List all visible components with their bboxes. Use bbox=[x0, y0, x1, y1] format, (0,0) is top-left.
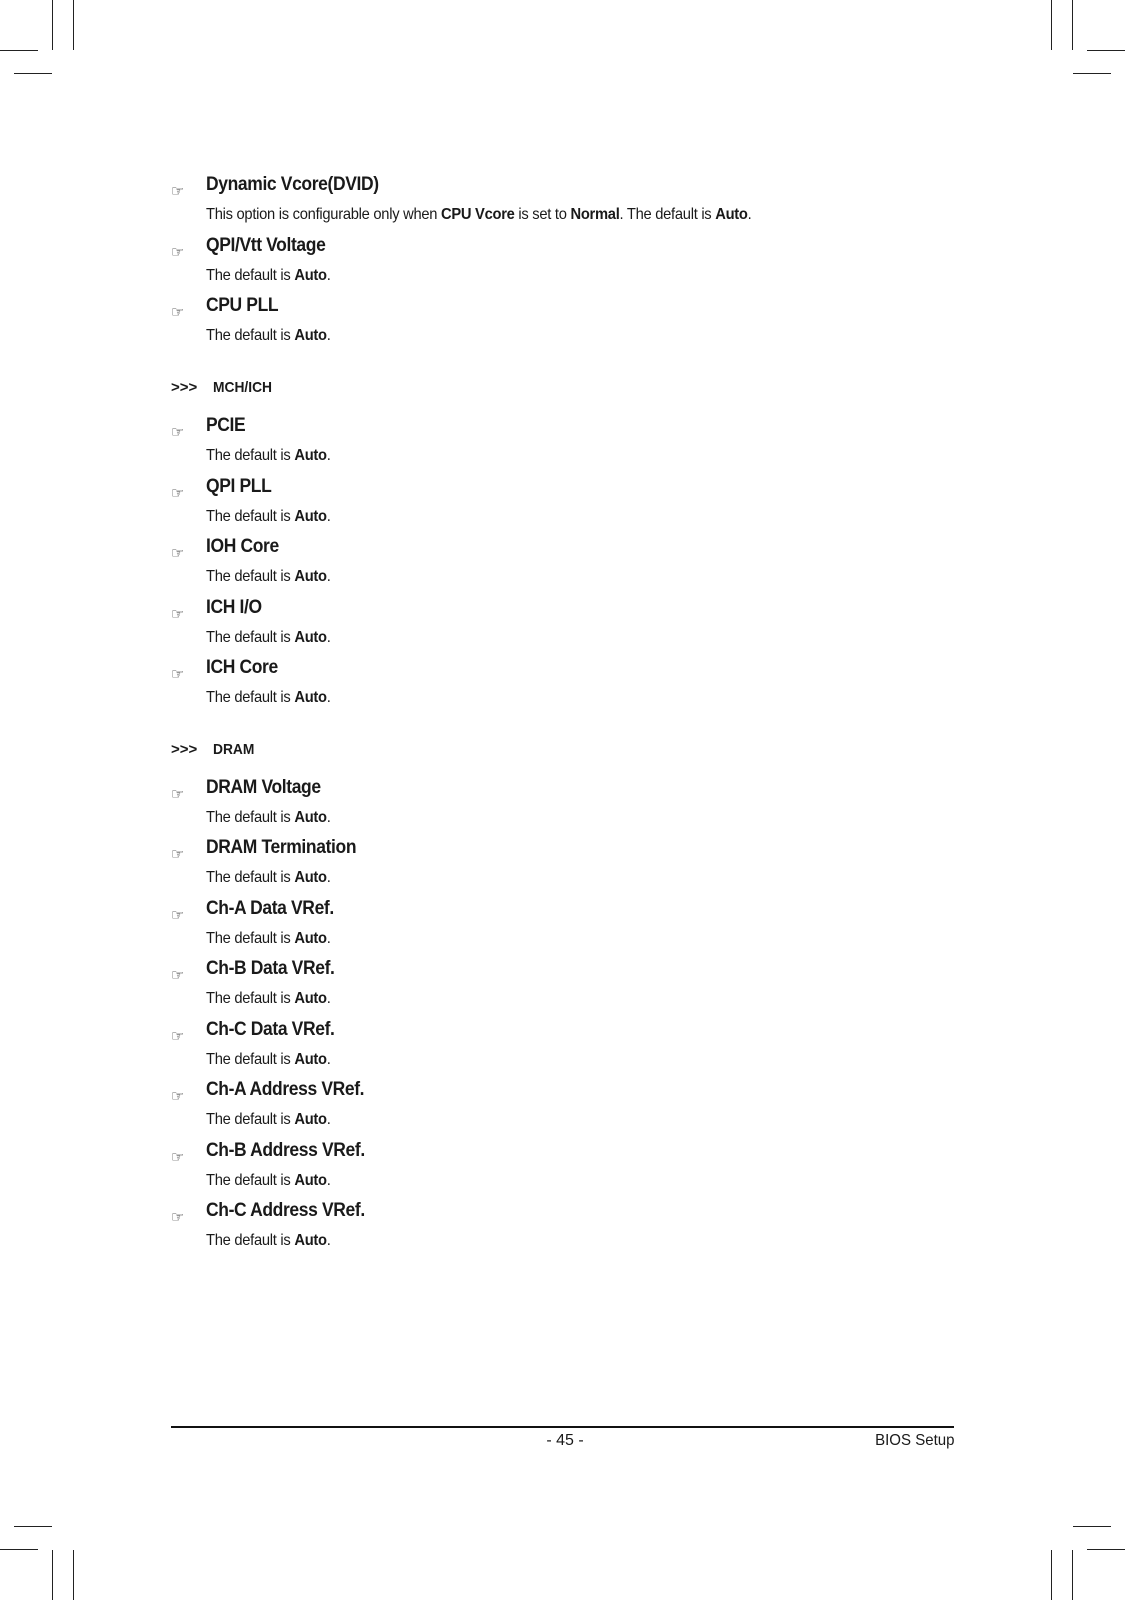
section-arrows: >>> bbox=[171, 379, 198, 396]
crop-mark bbox=[1072, 1550, 1073, 1600]
bios-item-description: The default is Auto. bbox=[206, 568, 331, 585]
section-arrows: >>> bbox=[171, 741, 198, 758]
bios-item-description: The default is Auto. bbox=[206, 990, 331, 1007]
crop-mark bbox=[1073, 1526, 1111, 1527]
footer-section-title: BIOS Setup bbox=[874, 1432, 954, 1449]
crop-mark bbox=[0, 50, 38, 51]
bios-item-title: Ch-B Address VRef. bbox=[206, 1140, 365, 1161]
crop-mark bbox=[0, 1549, 38, 1550]
crop-mark bbox=[73, 1550, 74, 1600]
crop-mark bbox=[1072, 0, 1073, 50]
bios-item-title: CPU PLL bbox=[206, 295, 279, 316]
crop-mark bbox=[73, 0, 74, 50]
bios-item-title: PCIE bbox=[206, 415, 246, 436]
bios-item-description: The default is Auto. bbox=[206, 327, 331, 344]
bios-item-title: QPI/Vtt Voltage bbox=[206, 235, 326, 256]
crop-mark bbox=[14, 73, 52, 74]
pointing-hand-icon: ☞ bbox=[171, 906, 185, 924]
pointing-hand-icon: ☞ bbox=[171, 845, 185, 863]
pointing-hand-icon: ☞ bbox=[171, 966, 185, 984]
crop-mark bbox=[1087, 1549, 1125, 1550]
bios-item-description: The default is Auto. bbox=[206, 930, 331, 947]
bios-item-description: The default is Auto. bbox=[206, 267, 331, 284]
bios-item-description: This option is configurable only when CPU Vcore is set to Normal. The default is Auto. bbox=[206, 206, 752, 223]
section-name: DRAM bbox=[213, 741, 255, 758]
bios-item-title: ICH Core bbox=[206, 657, 278, 678]
pointing-hand-icon: ☞ bbox=[171, 1027, 185, 1045]
page-number: - 45 - bbox=[546, 1432, 584, 1449]
pointing-hand-icon: ☞ bbox=[171, 544, 185, 562]
pointing-hand-icon: ☞ bbox=[171, 303, 185, 321]
bios-item-description: The default is Auto. bbox=[206, 809, 331, 826]
pointing-hand-icon: ☞ bbox=[171, 243, 185, 261]
bios-item-description: The default is Auto. bbox=[206, 508, 331, 525]
section-name: MCH/ICH bbox=[213, 379, 273, 396]
section-heading-dram bbox=[171, 741, 258, 758]
crop-mark bbox=[52, 0, 53, 50]
bios-item-description: The default is Auto. bbox=[206, 1051, 331, 1068]
pointing-hand-icon: ☞ bbox=[171, 423, 185, 441]
bios-item-title: Dynamic Vcore(DVID) bbox=[206, 174, 379, 195]
bios-item-title: Ch-B Data VRef. bbox=[206, 958, 335, 979]
bios-item-title: IOH Core bbox=[206, 536, 279, 557]
crop-mark bbox=[52, 1550, 53, 1600]
bios-item-title: Ch-C Data VRef. bbox=[206, 1019, 335, 1040]
pointing-hand-icon: ☞ bbox=[171, 1208, 185, 1226]
pointing-hand-icon: ☞ bbox=[171, 484, 185, 502]
bios-item-description: The default is Auto. bbox=[206, 1111, 331, 1128]
bios-item-title: Ch-A Data VRef. bbox=[206, 898, 334, 919]
pointing-hand-icon: ☞ bbox=[171, 1148, 185, 1166]
bios-item-title: QPI PLL bbox=[206, 476, 272, 497]
footer-rule bbox=[171, 1426, 954, 1428]
bios-item-description: The default is Auto. bbox=[206, 629, 331, 646]
crop-mark bbox=[1051, 1550, 1052, 1600]
bios-item-title: ICH I/O bbox=[206, 597, 262, 618]
bios-item-title: Ch-A Address VRef. bbox=[206, 1079, 365, 1100]
crop-mark bbox=[1087, 50, 1125, 51]
bios-item-title: DRAM Termination bbox=[206, 837, 357, 858]
pointing-hand-icon: ☞ bbox=[171, 1087, 185, 1105]
bios-item-description: The default is Auto. bbox=[206, 869, 331, 886]
pointing-hand-icon: ☞ bbox=[171, 605, 185, 623]
bios-item-description: The default is Auto. bbox=[206, 1232, 331, 1249]
pointing-hand-icon: ☞ bbox=[171, 182, 185, 200]
bios-item-title: DRAM Voltage bbox=[206, 777, 321, 798]
bios-item-description: The default is Auto. bbox=[206, 1172, 331, 1189]
bios-item-description: The default is Auto. bbox=[206, 447, 331, 464]
pointing-hand-icon: ☞ bbox=[171, 785, 185, 803]
bios-item-title: Ch-C Address VRef. bbox=[206, 1200, 365, 1221]
bios-item-description: The default is Auto. bbox=[206, 689, 331, 706]
section-heading-mch-ich bbox=[171, 379, 277, 396]
pointing-hand-icon: ☞ bbox=[171, 665, 185, 683]
crop-mark bbox=[14, 1526, 52, 1527]
crop-mark bbox=[1051, 0, 1052, 50]
crop-mark bbox=[1073, 73, 1111, 74]
